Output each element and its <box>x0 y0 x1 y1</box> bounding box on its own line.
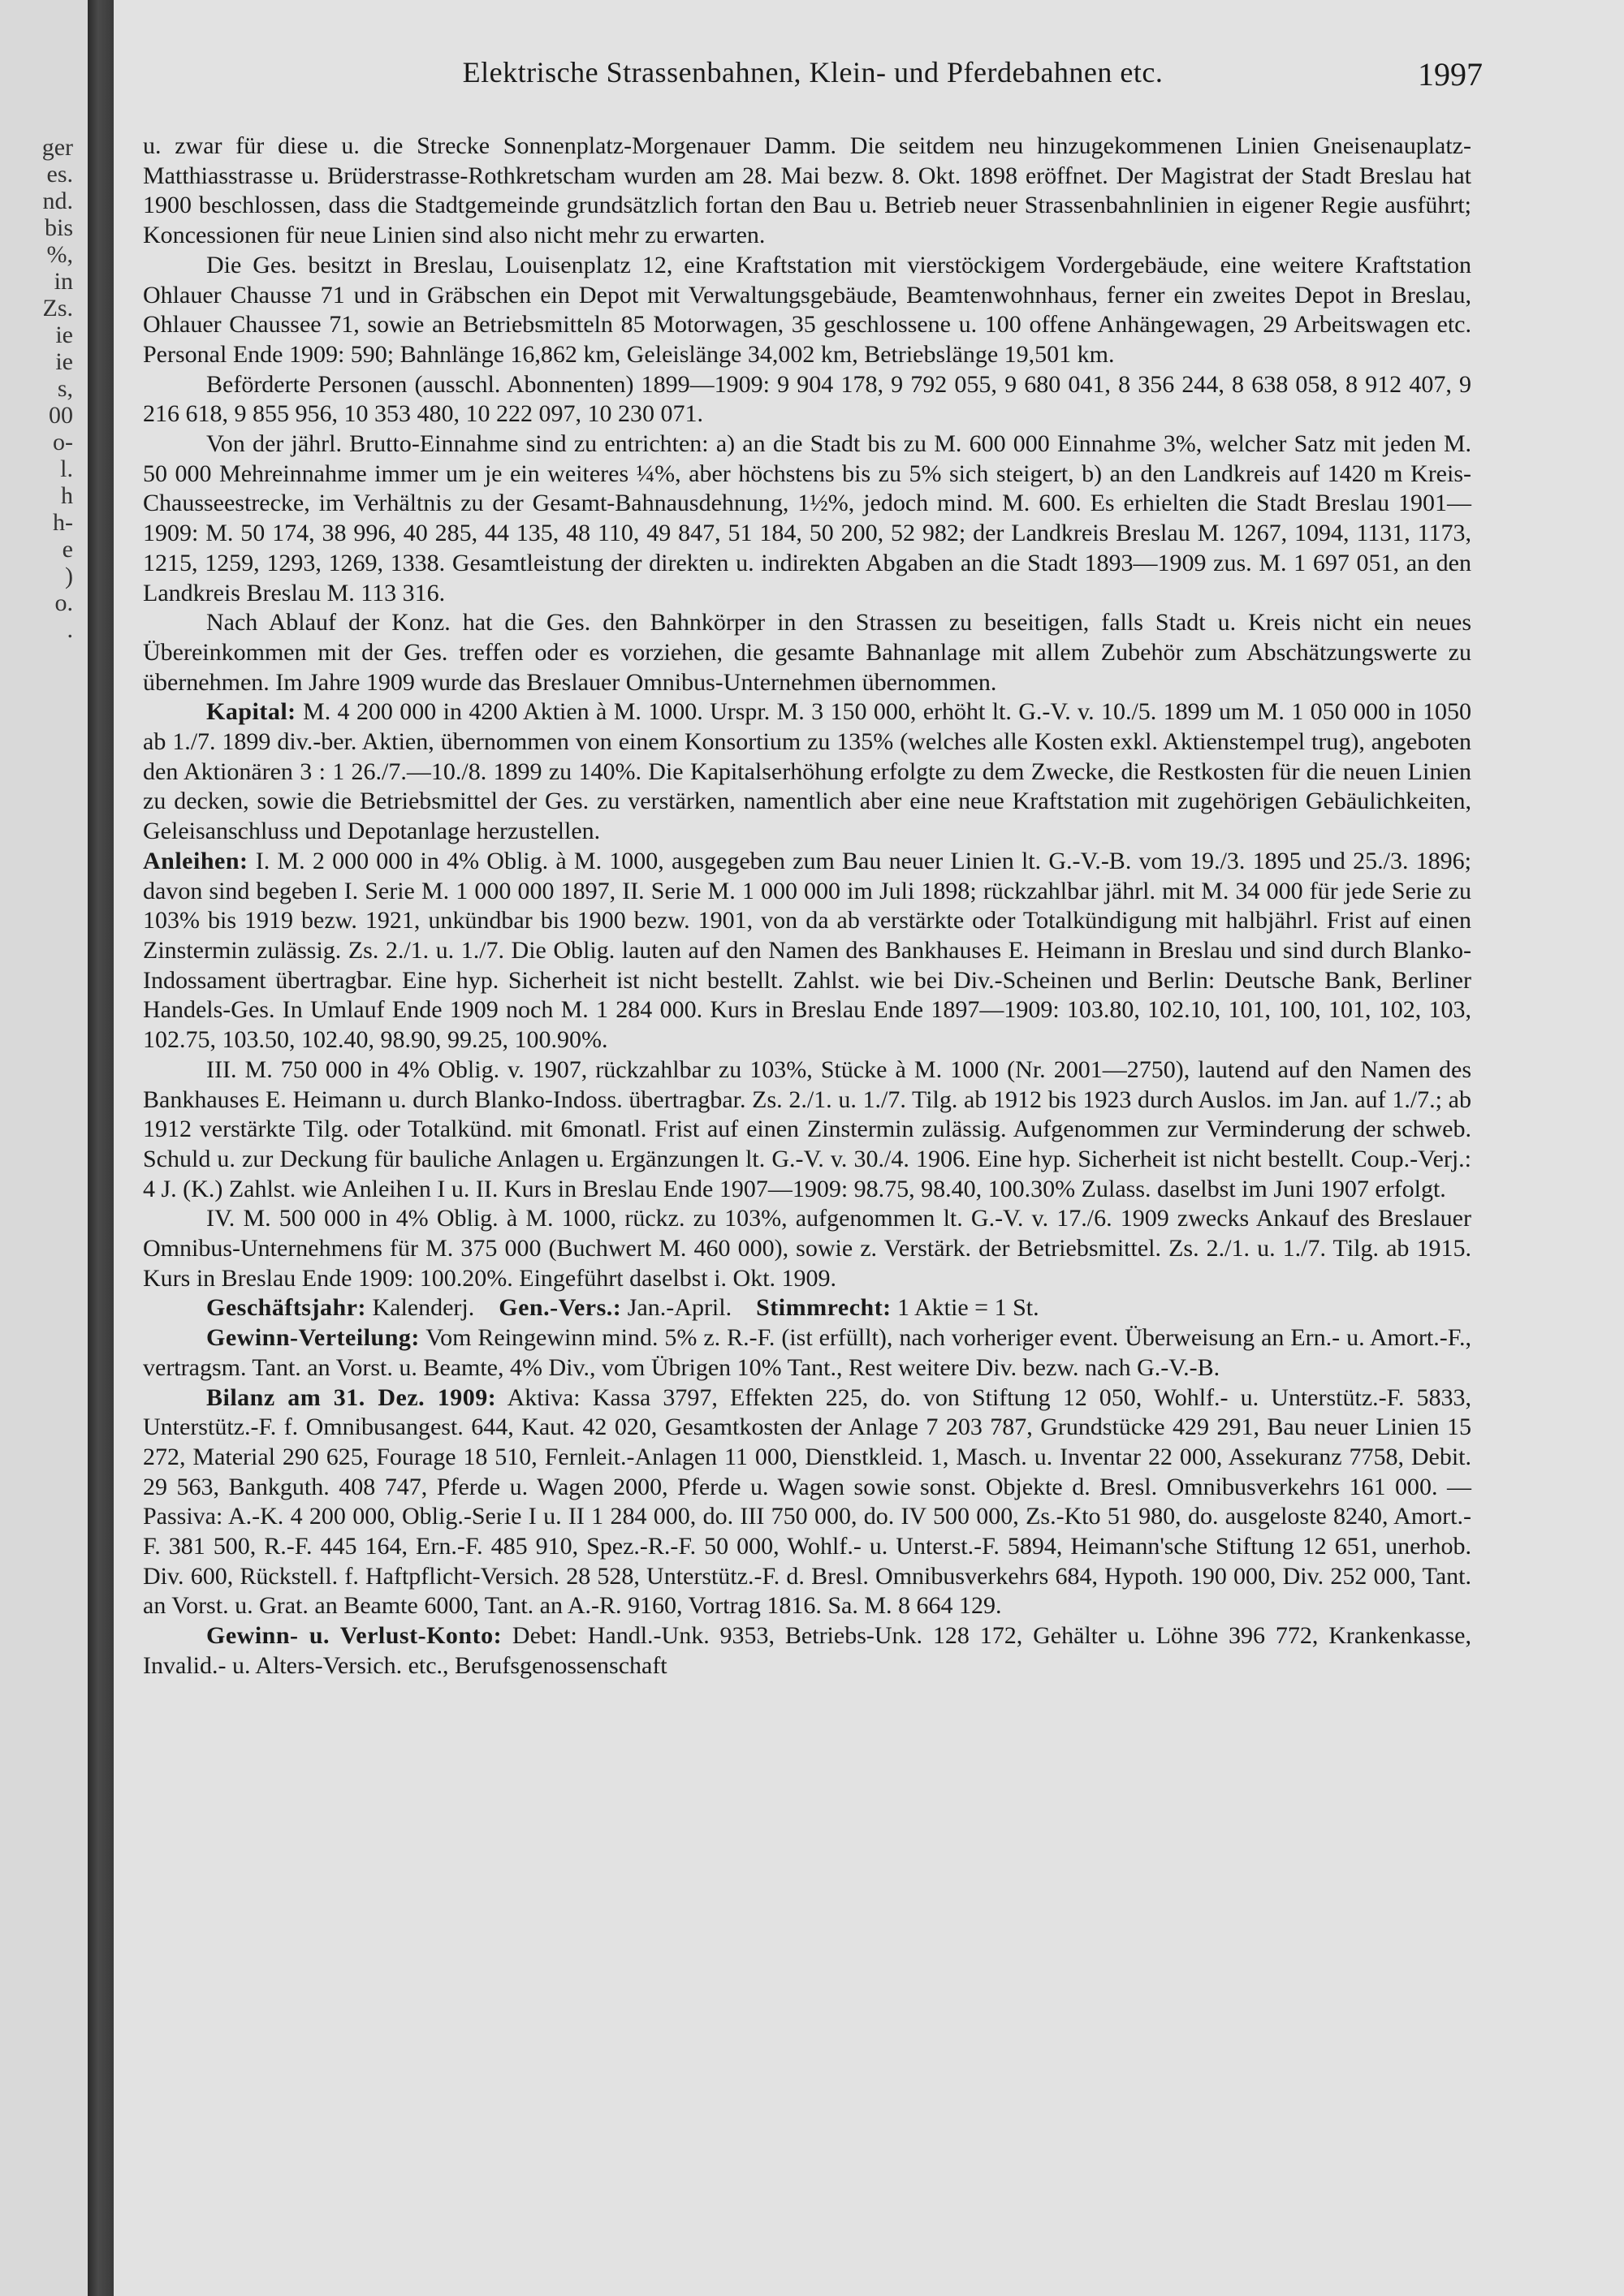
section-label: Gen.-Vers.: <box>499 1294 622 1322</box>
section-text: I. M. 2 000 000 in 4% Oblig. à M. 1000, ausgegeben zum Bau neuer Linien lt. G.-V.-B. vom 19./3. 1895 und 25./3. 1896; davon sind begeben I. Serie M. 1 000 000 1897, II. Serie M. 1 000 000 im Juli 1898; rückzahlbar jährl. mit M. 34 000 für jede Serie zu 103% bis 1919 bezw. 1921, unkündbar bis 1900 bezw. 1901, von da ab verstärkte oder Totalkündigung mit halbjährl. Frist auf einen Zinstermin zulässig. Zs. 2./1. u. 1./7. Die Oblig. lauten auf den Namen des Bankhauses E. Heimann in Breslau und sind durch Blanko-Indossament übertragbar. Eine hyp. Sicherheit ist nicht bestellt. Zahlst. wie bei Div.-Scheinen und Berlin: Deutsche Bank, Berliner Handels-Ges. In Umlauf Ende 1909 noch M. 1 284 000. Kurs in Breslau Ende 1897—1909: 103.80, 102.10, 101, 100, 101, 102, 103, 102.75, 103.50, 102.40, 98.90, 99.25, 100.90%. <box>143 847 1471 1054</box>
section-label: Bilanz am 31. Dez. 1909: <box>206 1383 497 1411</box>
fragment: o- <box>53 429 73 455</box>
fragment: ie <box>55 348 73 375</box>
section-label: Gewinn-Verteilung: <box>206 1324 420 1352</box>
page-number: 1997 <box>1418 56 1483 93</box>
fragment: bis <box>44 214 73 241</box>
fragment: e <box>62 536 73 563</box>
section-bilanz <box>143 1383 1471 1622</box>
fragment: o. <box>54 589 73 616</box>
fragment: in <box>54 268 73 295</box>
section-kapital <box>143 697 1471 847</box>
section-text: 1 Aktie = 1 St. <box>891 1294 1039 1322</box>
page-body <box>143 132 1471 1681</box>
paragraph-anleihe-iii: III. M. 750 000 in 4% Oblig. v. 1907, rückzahlbar zu 103%, Stücke à M. 1000 (Nr. 2001—2750), lautend auf den Namen des Bankhauses E. Heimann u. durch Blanko-Indoss. übertragbar. Zs. 2./1. u. 1./7. Tilg. ab 1912 bis 1923 durch Auslos. im Jan. auf 1./7.; ab 1912 verstärkte Tilg. oder Totalkünd. mit 6monatl. Frist auf einen Zinstermin zulässig. Aufgenommen zur Verminderung der schweb. Schuld u. zur Deckung für bauliche Anlagen u. Ergänzungen lt. G.-V. v. 30./4. 1906. Eine hyp. Sicherheit ist nicht bestellt. Coup.-Verj.: 4 J. (K.) Zahlst. wie Anleihen I u. II. Kurs in Breslau Ende 1907—1909: 98.75, 98.40, 100.30% Zulass. daselbst im Juni 1907 erfolgt. <box>143 1055 1471 1202</box>
running-title: Elektrische Strassenbahnen, Klein- und Pferdebahnen etc. <box>462 56 1164 88</box>
section-label: Stimmrecht: <box>756 1294 892 1322</box>
section-label: Anleihen: <box>143 847 248 874</box>
section-label: Gewinn- u. Verlust-Konto: <box>206 1622 503 1650</box>
fragment: h <box>61 482 73 509</box>
paragraph-fees: Von der jährl. Brutto-Einnahme sind zu entrichten: a) an die Stadt bis zu M. 600 000 Einnahme 3%, welcher Satz mit jeden M. 50 000 Mehreinnahme immer um je ein weiteres ¼%, aber höchstens bis zu 5% sich steigert, b) an den Landkreis auf 1420 m Kreis-Chausseestrecke, im Verhältnis zu der Gesamt-Bahnausdehnung, 1½%, jedoch mind. M. 600. Es erhielten die Stadt Breslau 1901—1909: M. 50 174, 38 996, 40 285, 44 135, 48 110, 49 847, 51 184, 50 200, 52 982; der Landkreis Breslau M. 1267, 1094, 1131, 1173, 1215, 1259, 1293, 1269, 1338. Gesamtleistung der direkten u. indirekten Abgaben an die Stadt 1893—1909 zus. M. 1 697 051, an den Landkreis Breslau M. 113 316. <box>143 430 1471 606</box>
fragment: ) <box>65 563 73 589</box>
fragment: h- <box>53 509 73 536</box>
section-text: Debet: Handl.-Unk. 9353, Betriebs-Unk. 128 172, Gehälter u. Löhne 396 772, Krankenkasse, Invalid.- u. Alters-Versich. etc., Berufsgenossenschaft <box>143 1622 1472 1679</box>
fragment: 00 <box>49 402 73 429</box>
paragraph-concession: Nach Ablauf der Konz. hat die Ges. den Bahnkörper in den Strassen zu beseitigen, falls Stadt u. Kreis nicht ein neues Übereinkommen mit der Ges. treffen oder es vorziehen, die gesamte Bahnanlage mit allem Zubehör zum Abschätzungswerte zu übernehmen. Im Jahre 1909 wurde das Breslauer Omnibus-Unternehmen übernommen. <box>143 609 1471 696</box>
section-text: M. 4 200 000 in 4200 Aktien à M. 1000. Urspr. M. 3 150 000, erhöht lt. G.-V. v. 10./5. 1899 um M. 1 050 000 in 1050 ab 1./7. 1899 div.-ber. Aktien, übernommen von einem Konsortium zu 135% (welches alle Kosten exkl. Aktienstempel trug), angeboten den Aktionären 3 : 1 26./7.—10./8. 1899 zu 140%. Die Kapitalserhöhung erfolgte zu dem Zwecke, die Restkosten für die neuen Linien zu decken, sowie die Betriebsmittel der Ges. zu verstärken, namentlich aber eine neue Kraftstation mit zugehörigen Gebäulichkeiten, Geleisanschluss und Depotanlage herzustellen. <box>143 698 1471 845</box>
paragraph-passengers: Beförderte Personen (ausschl. Abonnenten) 1899—1909: 9 904 178, 9 792 055, 9 680 041, 8 356 244, 8 638 058, 8 912 407, 9 216 618, 9 855 956, 10 353 480, 10 222 097, 10 230 071. <box>143 370 1471 428</box>
fragment: s, <box>57 375 73 402</box>
section-gewinn-verlust <box>143 1621 1471 1681</box>
fragment: %, <box>46 241 73 268</box>
fragment: . <box>67 616 73 643</box>
facing-page-margin <box>0 0 91 2296</box>
fragment: ie <box>55 322 73 348</box>
fragment: ger <box>41 134 73 161</box>
section-text: Aktiva: Kassa 3797, Effekten 225, do. von Stiftung 12 050, Wohlf.- u. Unterstütz.-F. 5833, Unterstütz.-F. f. Omnibusangest. 644, Kaut. 42 020, Gesamtkosten der Anlage 7 203 787, Grundstücke 429 291, Bau neuer Linien 15 272, Material 290 625, Fourage 18 510, Fernleit.-Anlagen 11 000, Dienstkleid. 1, Masch. u. Inventar 22 000, Assekuranz 7758, Debit. 29 563, Bankguth. 408 747, Pferde u. Wagen 2000, Pferde u. Wagen sowie sonst. Objekte d. Bresl. Omnibusverkehrs 161 000. — Passiva: A.-K. 4 200 000, Oblig.-Serie I u. II 1 284 000, do. III 750 000, do. IV 500 000, Zs.-Kto 51 980, do. ausgeloste 8240, Amort.-F. 381 500, R.-F. 445 164, Ern.-F. 485 910, Spez.-R.-F. 50 000, Wohlf.- u. Unterst.-F. 5894, Heimann'sche Stiftung 12 651, unerhob. Div. 600, Rückstell. f. Haftpflicht-Versich. 28 528, Unterstütz.-F. d. Bresl. Omnibusverkehrs 684, Hypoth. 190 000, Div. 252 000, Tant. an Vorst. u. Grat. an Beamte 6000, Tant. an A.-R. 9160, Vortrag 1816. Sa. M. 8 664 129. <box>143 1383 1471 1620</box>
section-text: Kalenderj. <box>365 1294 475 1322</box>
page-header <box>143 55 1483 96</box>
fragment: l. <box>60 455 73 482</box>
section-label: Geschäftsjahr: <box>206 1294 366 1322</box>
section-gewinn-verteilung <box>143 1323 1471 1383</box>
section-label: Kapital: <box>206 698 296 726</box>
section-text: Jan.-April. <box>621 1294 732 1322</box>
paragraph-anleihe-iv: IV. M. 500 000 in 4% Oblig. à M. 1000, rückz. zu 103%, aufgenommen lt. G.-V. v. 17./6. 1909 zwecks Ankauf des Breslauer Omnibus-Unternehmens für M. 375 000 (Buchwert M. 460 000), sowie z. Verstärk. der Betriebsmittel. Zs. 2./1. u. 1./7. Tilg. ab 1915. Kurs in Breslau Ende 1909: 100.20%. Eingeführt daselbst i. Okt. 1909. <box>143 1205 1471 1292</box>
section-anleihen <box>143 847 1471 1055</box>
fragment: nd. <box>42 188 73 214</box>
section-text: Vom Reingewinn mind. 5% z. R.-F. (ist erfüllt), nach vorheriger event. Überweisung an Ern.- u. Amort.-F., vertragsm. Tant. an Vorst. u. Beamte, 4% Div., vom Übrigen 10% Tant., Rest weitere Div. bezw. nach G.-V.-B. <box>143 1324 1471 1381</box>
book-spine-shadow <box>88 0 114 2296</box>
paragraph-history: u. zwar für diese u. die Strecke Sonnenplatz-Morgenauer Damm. Die seitdem neu hinzugekommenen Linien Gneisenauplatz-Matthiasstrasse u. Brüderstrasse-Rothkretscham wurden am 28. Mai bezw. 8. Okt. 1898 eröffnet. Der Magistrat der Stadt Breslau hat 1900 beschlossen, dass die Stadtgemeinde grundsätzlich fortan den Bau u. Betrieb neuer Strassenbahnlinien in eigener Regie ausführt; Koncessionen für neue Linien sind also nicht mehr zu erwarten. <box>143 132 1471 249</box>
fragment: es. <box>46 161 73 188</box>
section-geschaeftsjahr <box>143 1293 1471 1323</box>
fragment: Zs. <box>42 295 73 322</box>
paragraph-facilities: Die Ges. besitzt in Breslau, Louisenplatz 12, eine Kraftstation mit vierstöckigem Vordergebäude, eine weitere Kraftstation Ohlauer Chausse 71 und in Gräbschen ein Depot mit Verwaltungsgebäude, Beamtenwohnhaus, ferner ein zweites Depot in Breslau, Ohlauer Chaussee 71, sowie an Betriebsmitteln 85 Motorwagen, 35 geschlossene u. 100 offene Anhängewagen, 29 Arbeitswagen etc. Personal Ende 1909: 590; Bahnlänge 16,862 km, Geleislänge 34,002 km, Betriebslänge 19,501 km. <box>143 251 1471 368</box>
facing-page-text-fragments <box>0 134 73 643</box>
